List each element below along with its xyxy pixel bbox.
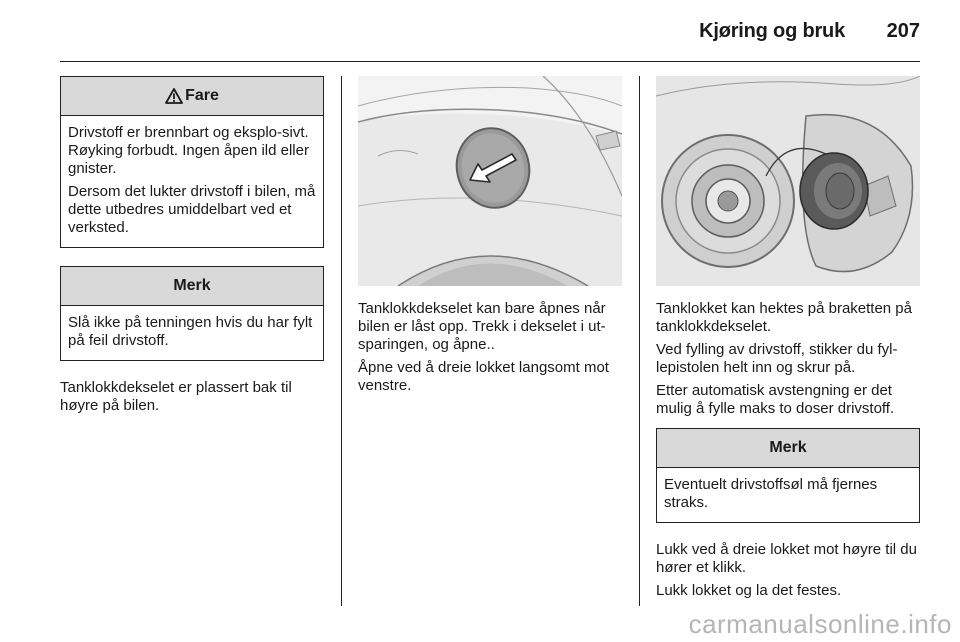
note-box-title: Merk	[769, 439, 807, 456]
note-text: Eventuelt drivstoffsøl må fjernes straks.	[664, 476, 878, 511]
note-text: Slå ikke på tenningen hvis du har fylt på feil drivstoff.	[68, 314, 313, 349]
note-box-body	[657, 468, 919, 522]
note-box-body	[61, 306, 323, 360]
body-paragraph: Lukk ved å dreie lokket mot høyre til du hører et klikk.	[656, 541, 917, 576]
warning-box	[60, 76, 324, 248]
note-box-header	[657, 429, 919, 468]
body-paragraph: Tanklokkdekselet kan bare åpnes når bilen er låst opp. Trekk i dekselet i ut-sparingen, og åpne..	[358, 300, 606, 353]
body-paragraph: Lukk lokket og la det festes.	[656, 582, 842, 599]
warning-text: Drivstoff er brennbart og eksplo-sivt. Røyking forbudt. Ingen åpen ild eller gnister.	[68, 124, 309, 177]
header-divider	[60, 61, 920, 62]
body-paragraph: Ved fylling av drivstoff, stikker du fyl-lepistolen helt inn og skrur på.	[656, 341, 898, 376]
column-divider	[341, 76, 342, 606]
warning-box-body	[61, 116, 323, 247]
warning-text: Dersom det lukter drivstoff i bilen, må dette utbedres umiddelbart ved et verksted.	[68, 183, 316, 236]
body-paragraph: Tanklokkdekselet er plassert bak til høyre på bilen.	[60, 379, 292, 414]
body-paragraph: Etter automatisk avstengning er det mulig å fylle maks to doser drivstoff.	[656, 382, 895, 417]
note-box	[656, 428, 920, 523]
warning-triangle-icon	[165, 88, 183, 104]
fuel-door-illustration	[358, 76, 622, 286]
column-1	[60, 76, 324, 420]
page-header	[0, 0, 960, 62]
column-2	[358, 76, 622, 400]
page-title: Kjøring og bruk	[699, 20, 845, 42]
warning-box-title: Fare	[185, 87, 219, 104]
note-box-title: Merk	[173, 277, 211, 294]
page-number: 207	[886, 20, 920, 42]
watermark: carmanualsonline.info	[688, 609, 952, 639]
body-paragraph: Åpne ved å dreie lokket langsomt mot venstre.	[358, 359, 609, 394]
body-paragraph: Tanklokket kan hektes på braketten på tanklokkdekselet.	[656, 300, 912, 335]
warning-box-header	[61, 77, 323, 116]
fuel-cap-illustration	[656, 76, 920, 286]
note-box-header	[61, 267, 323, 306]
note-box	[60, 266, 324, 361]
column-divider	[639, 76, 640, 606]
column-3	[656, 76, 920, 605]
